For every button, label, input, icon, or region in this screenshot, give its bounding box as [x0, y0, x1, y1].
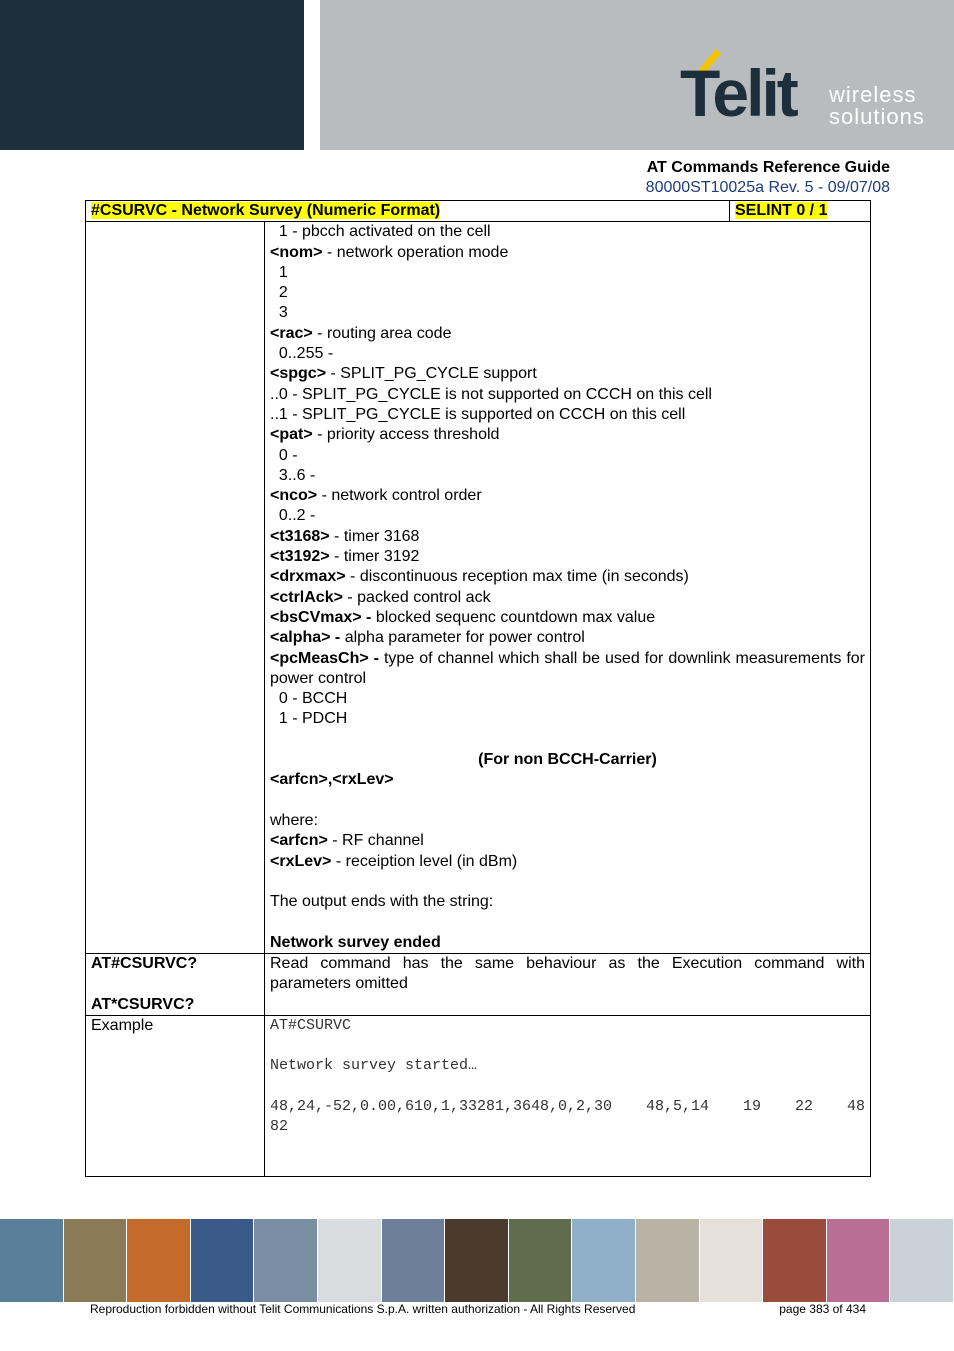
example-output-line-2: 82: [270, 1118, 289, 1136]
footer-photo: [64, 1219, 128, 1302]
logo-tagline-1: wireless: [829, 82, 917, 107]
footer-photo: [509, 1219, 573, 1302]
footer-photo-strip: [0, 1219, 954, 1302]
description-cell: [265, 222, 871, 954]
selint-label: SELINT 0 / 1: [735, 202, 828, 219]
pcmeasch-value-0: 0 - BCCH: [270, 690, 348, 708]
execution-description-row: [86, 222, 871, 954]
footer-photo: [318, 1219, 382, 1302]
telit-logo: [676, 46, 926, 136]
footer-photo: [254, 1219, 318, 1302]
pcmeasch-description: <pcMeasCh> - type of channel which shall be used for downlink measurements for power control: [270, 649, 866, 687]
selint-cell: [730, 201, 871, 222]
where-label: where:: [270, 811, 319, 829]
footer-photo: [890, 1219, 954, 1302]
example-started: Network survey started…: [270, 1057, 478, 1075]
command-title: #CSURVC - Network Survey (Numeric Format): [91, 202, 441, 219]
footer-page-number: page 383 of 434: [779, 1302, 866, 1316]
footer-photo: [191, 1219, 255, 1302]
command-title-cell: [86, 201, 730, 222]
footer-photo: [0, 1219, 64, 1302]
footer-photo: [382, 1219, 446, 1302]
parameter-line: 2: [270, 284, 288, 302]
parameter-line: 1 - pbcch activated on the cell: [270, 223, 491, 241]
parameter-line: <spgc> - SPLIT_PG_CYCLE support: [270, 365, 537, 383]
parameter-line: 0..2 -: [270, 507, 316, 525]
footer-photo: [763, 1219, 827, 1302]
logo-wordmark: Telit: [680, 56, 796, 130]
logo-tagline-2: solutions: [829, 104, 925, 129]
parameter-line: 0 -: [270, 446, 298, 464]
parameter-line: <pat> - priority access threshold: [270, 426, 500, 444]
parameter-line: <bsCVmax> - blocked sequenc countdown max value: [270, 608, 656, 626]
read-command-2: AT*CSURVC?: [91, 995, 195, 1013]
parameter-line: <drxmax> - discontinuous reception max time (in seconds): [270, 568, 689, 586]
footer-photo: [572, 1219, 636, 1302]
example-cell: [265, 1015, 871, 1176]
example-label: Example: [86, 1015, 265, 1176]
empty-command-cell: [86, 222, 265, 954]
pcmeasch-value-1: 1 - PDCH: [270, 710, 348, 728]
read-command-cell: [86, 953, 265, 1015]
output-ends-string: Network survey ended: [270, 933, 441, 951]
parameter-line: 3..6 -: [270, 466, 316, 484]
parameter-line: 3: [270, 304, 288, 322]
document-revision: 80000ST10025a Rev. 5 - 09/07/08: [645, 179, 890, 196]
parameter-line: <t3168> - timer 3168: [270, 527, 420, 545]
parameter-line: 1: [270, 263, 288, 281]
parameter-line: <t3192> - timer 3192: [270, 548, 420, 566]
example-command: AT#CSURVC: [270, 1016, 352, 1034]
read-command-1: AT#CSURVC?: [91, 954, 198, 972]
footer-photo: [127, 1219, 191, 1302]
parameter-line: <nom> - network operation mode: [270, 243, 509, 261]
parameter-line: <nco> - network control order: [270, 487, 482, 505]
footer-photo: [636, 1219, 700, 1302]
parameter-line: <alpha> - alpha parameter for power control: [270, 629, 585, 647]
rxlev-param: <rxLev> - receiption level (in dBm): [270, 852, 518, 870]
parameter-list: [270, 222, 865, 648]
footer-photo: [445, 1219, 509, 1302]
footer-copyright: Reproduction forbidden without Telit Communications S.p.A. written authorization - All Rights Reserved: [90, 1302, 636, 1316]
parameter-line: 0..255 -: [270, 345, 334, 363]
non-bcch-format: <arfcn>,<rxLev>: [270, 771, 394, 789]
table-header-row: [86, 201, 871, 222]
arfcn-param: <arfcn> - RF channel: [270, 832, 424, 850]
read-command-description: Read command has the same behaviour as the Execution command with parameters omitted: [265, 953, 871, 1015]
parameter-line: ..0 - SPLIT_PG_CYCLE is not supported on CCCH on this cell: [270, 385, 712, 403]
non-bcch-heading: (For non BCCH-Carrier): [478, 751, 657, 769]
command-table: [85, 200, 871, 1177]
parameter-line: <rac> - routing area code: [270, 324, 452, 342]
example-output-line-1: 48,24,-52,0.00,610,1,33281,3648,0,2,30 48,5,14 19 22 48: [270, 1098, 865, 1116]
output-ends-text: The output ends with the string:: [270, 893, 494, 911]
parameter-line: <ctrlAck> - packed control ack: [270, 588, 491, 606]
read-command-row: [86, 953, 871, 1015]
footer-photo: [700, 1219, 764, 1302]
footer-photo: [827, 1219, 891, 1302]
example-row: [86, 1015, 871, 1176]
header-dark-panel: [0, 0, 304, 150]
document-title: AT Commands Reference Guide: [646, 159, 890, 176]
parameter-line: ..1 - SPLIT_PG_CYCLE is supported on CCCH on this cell: [270, 405, 686, 423]
